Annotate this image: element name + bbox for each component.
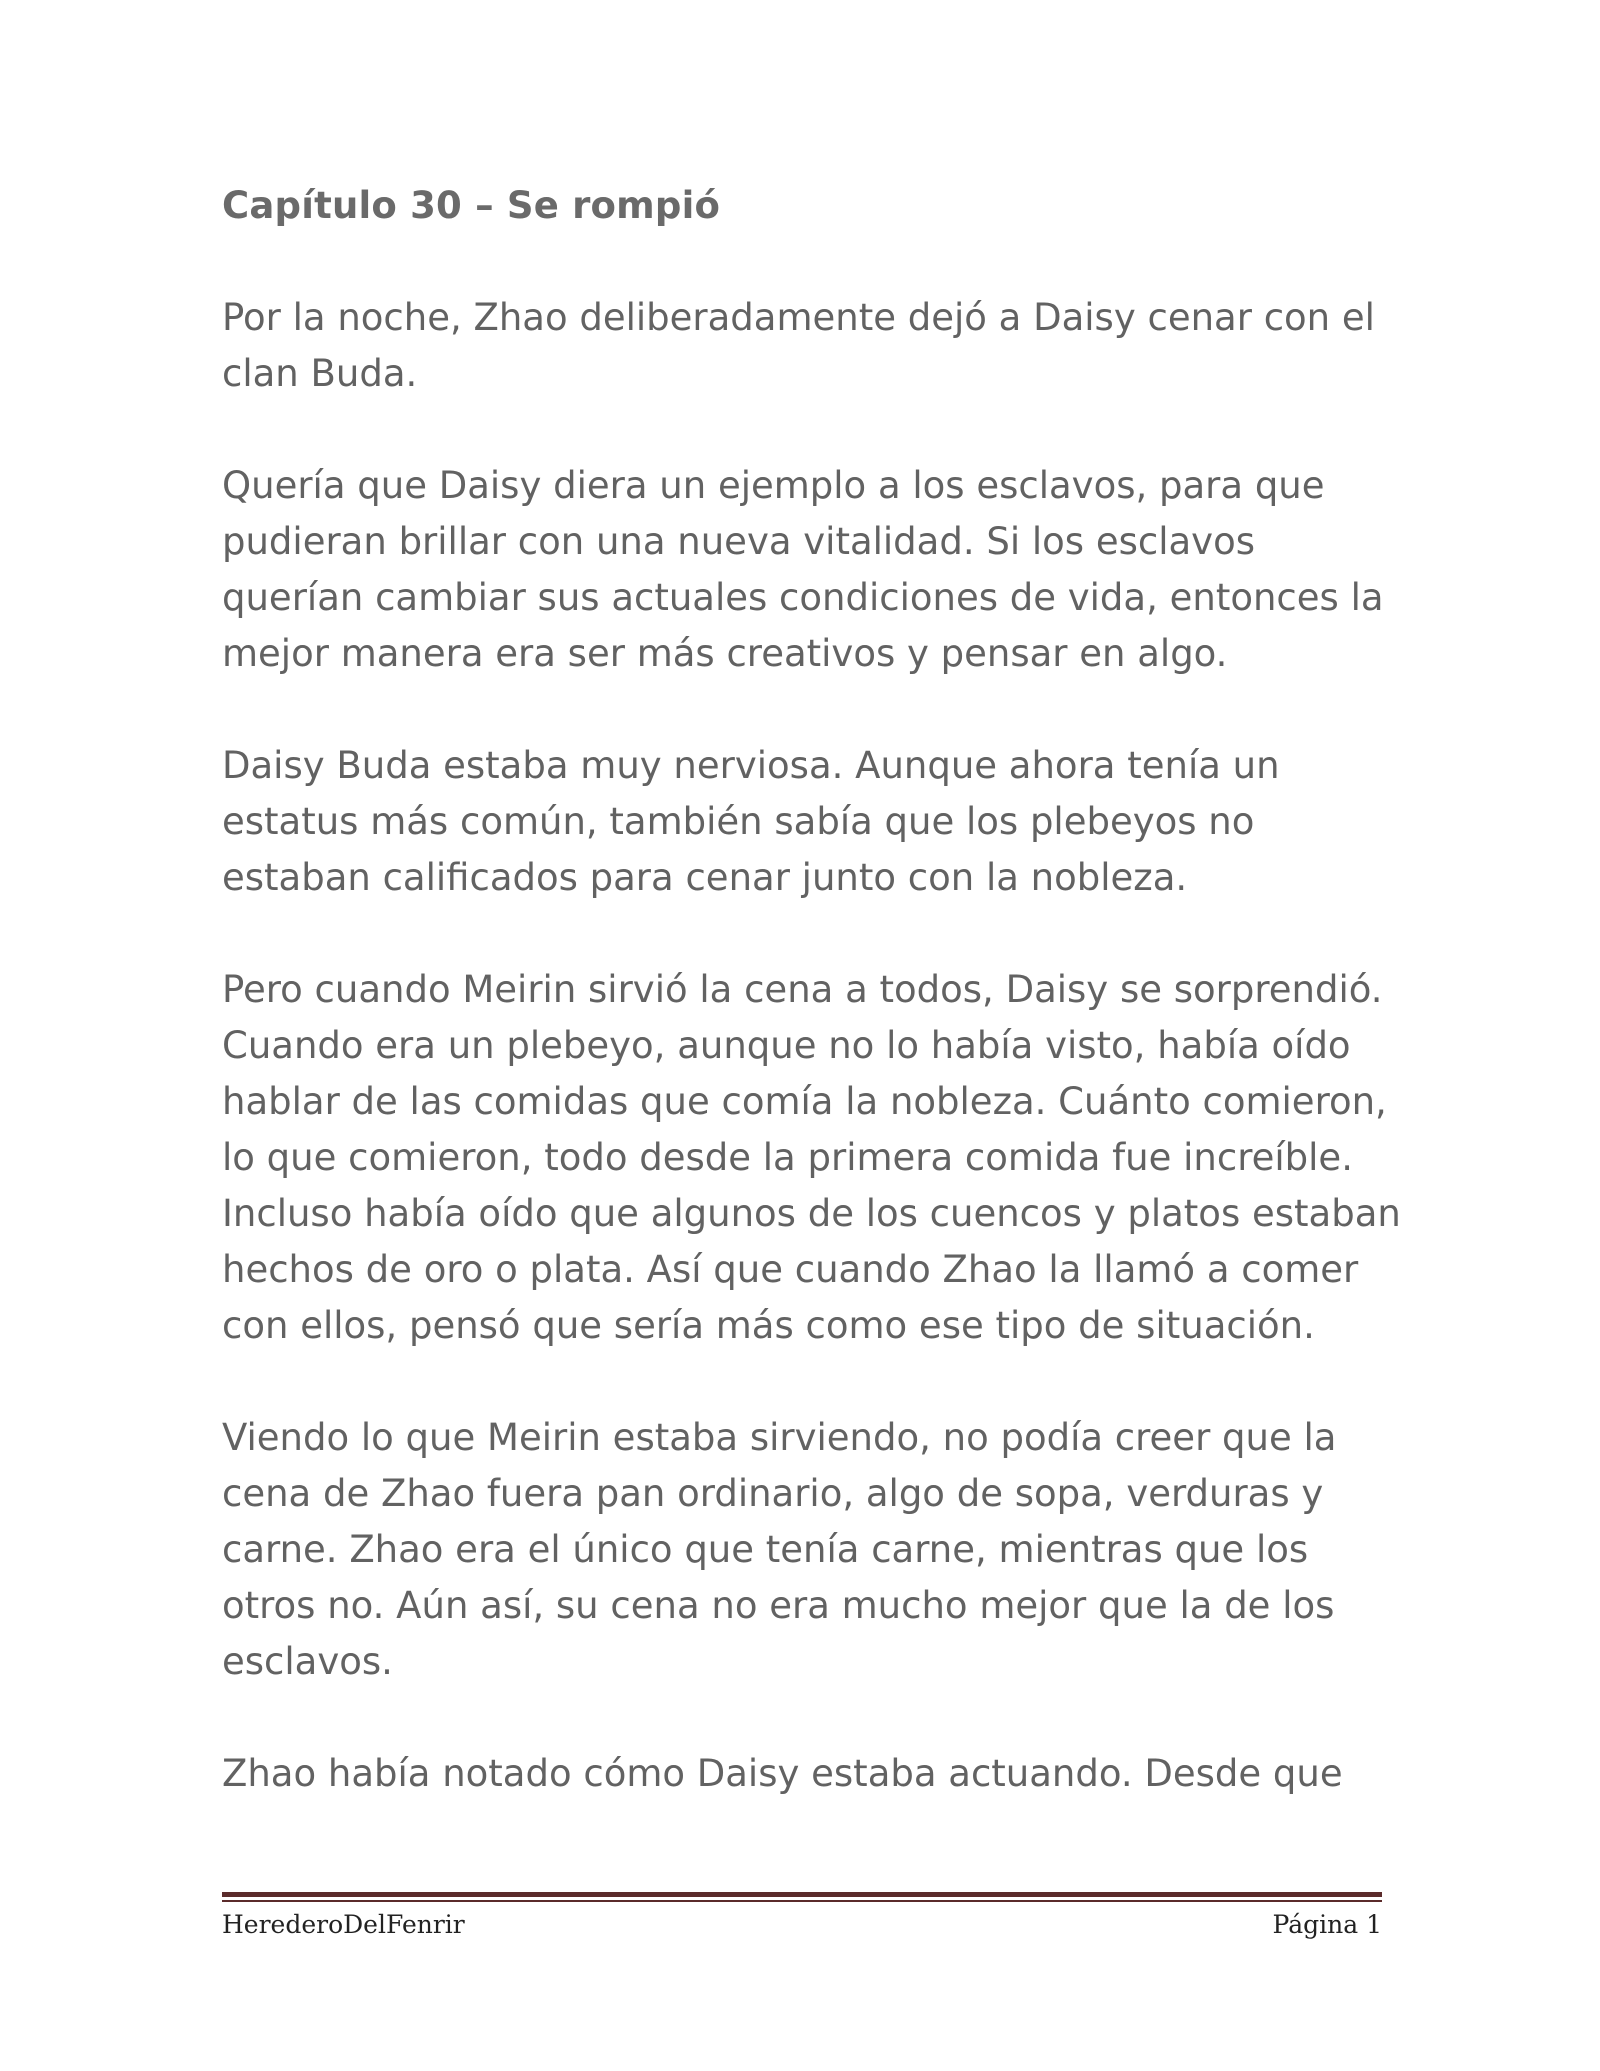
paragraph-1: Por la noche, Zhao deliberadamente dejó a Daisy cenar con el clan Buda.	[222, 296, 1375, 395]
paragraph-3: Daisy Buda estaba muy nerviosa. Aunque ahora tenía un estatus más común, también sabía que los plebeyos no estaban calificados para cenar junto con la nobleza.	[222, 744, 1280, 899]
paragraph-2: Quería que Daisy diera un ejemplo a los esclavos, para que pudieran brillar con una nueva vitalidad. Si los esclavos querían cambiar sus actuales condiciones de vida, entonces la mejor manera era ser más creativos y pensar en algo.	[222, 464, 1384, 675]
paragraph-4: Pero cuando Meirin sirvió la cena a todos, Daisy se sorprendió. Cuando era un plebeyo, aunque no lo había visto, había oído hablar de las comidas que comía la nobleza. Cuánto comieron, lo que comieron, todo desde la primera comida fue increíble. Incluso había oído que algunos de los cuencos y platos estaban hechos de oro o plata. Así que cuando Zhao la llamó a comer con ellos, pensó que sería más como ese tipo de situación.	[222, 968, 1401, 1347]
footer-divider-thin	[222, 1900, 1382, 1902]
paragraph-6: Zhao había notado cómo Daisy estaba actuando. Desde que	[222, 1752, 1343, 1795]
paragraph-5: Viendo lo que Meirin estaba sirviendo, no podía creer que la cena de Zhao fuera pan ordinario, algo de sopa, verduras y carne. Zhao era el único que tenía carne, mientras que los otros no. Aún así, su cena no era mucho mejor que la de los esclavos.	[222, 1416, 1337, 1683]
footer-divider	[222, 1892, 1382, 1897]
page-body	[222, 178, 1402, 1802]
page-number: Página 1	[1272, 1910, 1382, 1939]
chapter-title: Capítulo 30 – Se rompió	[222, 184, 721, 227]
footer-author: HerederoDelFenrir	[222, 1910, 465, 1939]
